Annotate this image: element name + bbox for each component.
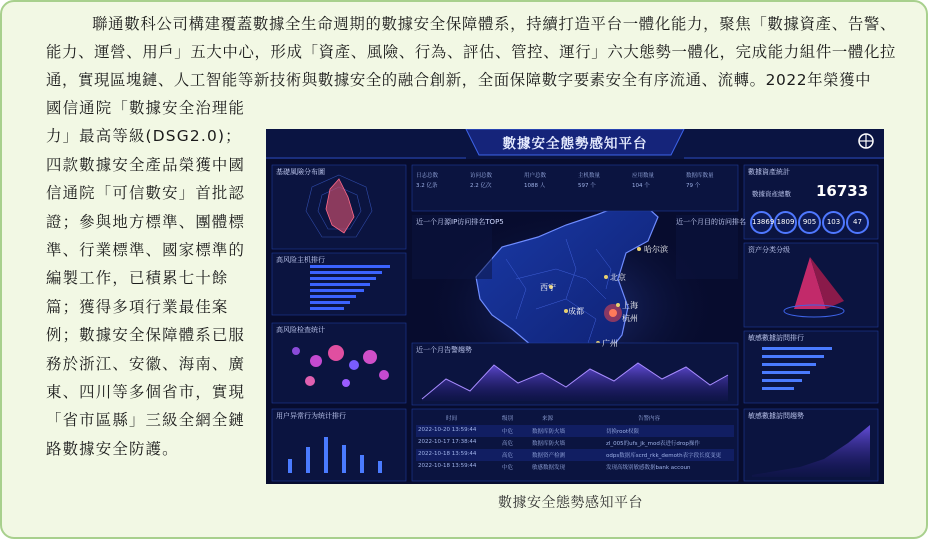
panel-alert-trend-label: 近一个月告警趨勢: [416, 346, 472, 354]
table-header-content: 告警内容: [638, 416, 661, 422]
table-row-2-content: odps数据库scrd_rkk_demoth表字段长度变更: [606, 453, 722, 459]
table-row-3-time: 2022-10-18 13:59:44: [418, 463, 477, 469]
city-label-harbin: 哈尔滨: [644, 245, 668, 254]
table-row-0-source: 数据库防火墙: [532, 429, 566, 435]
stat-label-4: 应用数量: [632, 173, 655, 179]
table-row-3-content: 发现高级别敏感数据bank accoun: [606, 465, 691, 471]
stat-value-2: 1088 人: [524, 183, 546, 189]
asset-total-value: 16733: [816, 182, 869, 200]
panel-risk-check-label: 高风险检查统计: [276, 326, 325, 334]
table-row-1-time: 2022-10-17 17:38:44: [418, 439, 477, 445]
panel-sensitive-trend-label: 敏感數據訪問趨勢: [748, 412, 804, 420]
asset-count-3: 103: [822, 211, 845, 234]
panel-dest-rank-label: 近一个月目的访问排名: [676, 218, 746, 226]
intro-paragraph: [46, 10, 896, 94]
dashboard-title: 數據安全態勢感知平台: [502, 136, 648, 152]
asset-count-4: 47: [846, 211, 869, 234]
table-row-3-level: 中危: [502, 465, 514, 471]
stat-label-1: 访问总数: [470, 173, 493, 179]
panel-ip-top5-label: 近一个月源IP访问排名TOP5: [416, 218, 504, 226]
stat-value-1: 2.2 亿次: [470, 183, 492, 189]
table-header-source: 来源: [542, 416, 554, 422]
panel-risk-dist-label: 基礎風險分布圖: [276, 168, 325, 176]
table-header-time: 时间: [446, 416, 458, 422]
table-row-2-source: 数据资产检测: [532, 453, 566, 459]
panel-sensitive-rank-label: 敏感數據訪問排行: [748, 334, 804, 342]
asset-total-label: 數據資產總數: [752, 190, 791, 198]
table-row-1-content: zl_005的ufs_jk_mod表进行drop操作: [606, 441, 700, 447]
table-row-1-level: 高危: [502, 441, 514, 447]
city-label-xining: 西宁: [540, 283, 556, 292]
city-label-shanghai: 上海: [622, 301, 638, 310]
panel-host-rank-label: 高风险主机排行: [276, 256, 325, 264]
city-label-chengdu: 成都: [568, 307, 584, 316]
stat-value-4: 104 个: [632, 183, 650, 189]
panel-asset-class-label: 资产分类分级: [748, 246, 790, 254]
stat-label-3: 主机数量: [578, 173, 601, 179]
table-header-level: 级别: [502, 416, 514, 422]
stat-value-0: 3.2 亿条: [416, 183, 438, 189]
unicom-logo-icon: [852, 131, 880, 155]
table-row-0-level: 中危: [502, 429, 514, 435]
panel-asset-stats-label: 數據資產統計: [748, 168, 790, 176]
table-row-1-source: 数据库防火墙: [532, 441, 566, 447]
table-row-0-time: 2022-10-20 13:59:44: [418, 427, 477, 433]
asset-count-0: 13869: [750, 211, 773, 234]
dashboard-image: [266, 129, 884, 484]
stat-value-3: 597 个: [578, 183, 596, 189]
stat-label-2: 用户总数: [524, 173, 547, 179]
table-row-2-time: 2022-10-18 13:59:44: [418, 451, 477, 457]
stat-value-5: 79 个: [686, 183, 701, 189]
city-label-guangzhou: 广州: [602, 339, 618, 348]
side-text: 國信通院「數據安全治理能力」最高等級(DSG2.0)；四款數據安全產品榮獲中國信通院「可信數安」首批認證；參與地方標準、團體標準、行業標準、國家標準的編製工作，已積累七十餘篇；獲得多項行業最佳案例；數據安全保障體系已服務於浙江、安徽、海南、廣東、四川等多個省市，實現「省市區縣」三級全網全鏈路數據安全防護。: [46, 99, 246, 458]
intro-text: 聯通數科公司構建覆蓋數據全生命週期的數據安全保障體系，持續打造平台一體化能力，聚焦「數據資產、告警、能力、運營、用戶」五大中心，形成「資產、風險、行為、評估、管控、運行」六大態勢一體化，完成能力組件一體化拉通，實現區塊鏈、人工智能等新技術與數據安全的融合創新，全面保障數字要素安全有序流通、流轉。2022年榮獲中: [46, 15, 896, 89]
figure-caption: 數據安全態勢感知平台: [498, 495, 643, 511]
table-row-2-level: 高危: [502, 453, 514, 459]
stat-label-0: 日志总数: [416, 173, 439, 179]
asset-count-2: 905: [798, 211, 821, 234]
city-label-beijing: 北京: [610, 273, 626, 282]
asset-count-1: 1809: [774, 211, 797, 234]
stat-label-5: 数据库数量: [686, 173, 714, 179]
panel-user-abnormal-label: 用户异常行为统计排行: [276, 412, 346, 420]
table-row-0-content: 切换root权限: [606, 429, 640, 435]
table-row-3-source: 敏感数据发现: [532, 465, 566, 471]
side-paragraph: [46, 94, 246, 463]
city-label-hangzhou: 杭州: [622, 314, 638, 323]
